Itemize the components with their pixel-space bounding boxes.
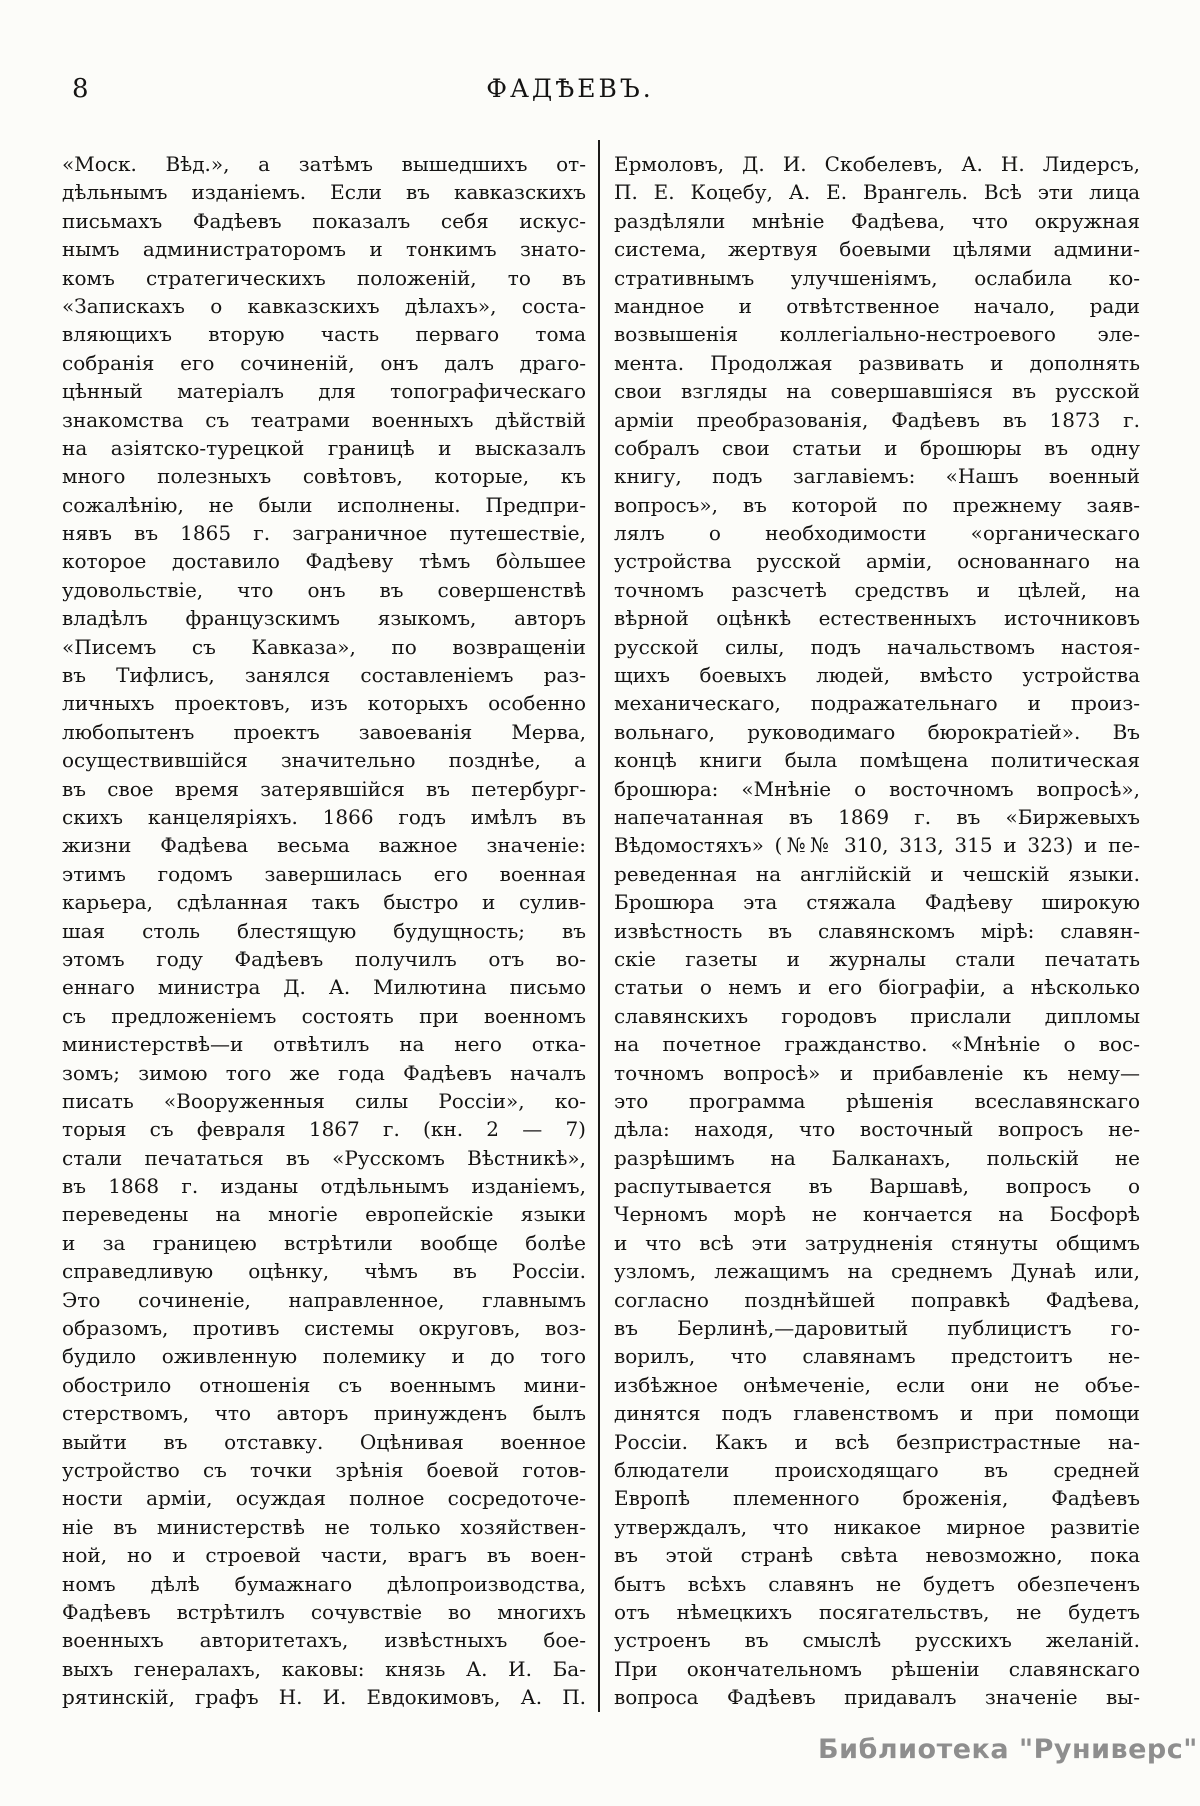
text-line: напечатанная въ 1869 г. въ «Биржевыхъ bbox=[614, 804, 1140, 829]
text-line: дѣльнымъ изданіемъ. Если въ кавказскихъ bbox=[62, 180, 586, 205]
text-line: номъ дѣлѣ бумажнаго дѣлопроизводства, bbox=[62, 1571, 586, 1596]
text-line: стративнымъ улучшеніямъ, ослабила ко- bbox=[614, 265, 1140, 290]
text-line: согласно позднѣйшей поправкѣ Фадѣева, bbox=[614, 1287, 1140, 1312]
text-line: сожалѣнію, не были исполнены. Предпри- bbox=[62, 492, 586, 517]
text-line: мандное и отвѣтственное начало, ради bbox=[614, 293, 1140, 318]
text-line: въ этой странѣ свѣта невозможно, пока bbox=[614, 1543, 1140, 1568]
text-line: ной, но и строевой части, врагъ въ воен- bbox=[62, 1543, 586, 1568]
text-line: скихъ канцеляріяхъ. 1866 годъ имѣлъ въ bbox=[62, 804, 586, 829]
text-line: механическаго, подражательнаго и произ- bbox=[614, 691, 1140, 716]
text-line: Брошюра эта стяжала Фадѣеву широкую bbox=[614, 890, 1140, 915]
text-line: разрѣшимъ на Балканахъ, польскій не bbox=[614, 1145, 1140, 1170]
text-line: выхъ генералахъ, каковы: князь А. И. Ба- bbox=[62, 1656, 586, 1681]
text-line: письмахъ Фадѣевъ показалъ себя искус- bbox=[62, 208, 586, 233]
text-line: лялъ о необходимости «органическаго bbox=[614, 521, 1140, 546]
text-line: славянскихъ городовъ прислали дипломы bbox=[614, 1003, 1140, 1028]
text-line: устройство съ точки зрѣнія боевой готов- bbox=[62, 1457, 586, 1482]
text-line: Ермоловъ, Д. И. Скобелевъ, А. Н. Лидерсъ, bbox=[614, 152, 1140, 176]
text-line: знакомства съ театрами военныхъ дѣйствій bbox=[62, 407, 586, 432]
text-line: ности арміи, осуждая полное сосредоточе- bbox=[62, 1486, 586, 1511]
text-line: въ Берлинѣ,—даровитый публицистъ го- bbox=[614, 1316, 1140, 1341]
text-line: Россіи. Какъ и всѣ безпристрастные на- bbox=[614, 1429, 1140, 1454]
text-line: арміи преобразованія, Фадѣевъ въ 1873 г. bbox=[614, 407, 1140, 432]
text-line: нявъ въ 1865 г. заграничное путешествіе, bbox=[62, 521, 586, 546]
text-line: избѣжное онѣмеченіе, если они не объе- bbox=[614, 1372, 1140, 1397]
text-line: концѣ книги была помѣщена политическая bbox=[614, 748, 1140, 773]
text-line: собралъ свои статьи и брошюры въ одну bbox=[614, 435, 1140, 460]
text-line: карьера, сдѣланная такъ быстро и сулив- bbox=[62, 890, 586, 915]
text-line: русской силы, подъ начальствомъ настоя- bbox=[614, 634, 1140, 659]
text-line: образомъ, противъ системы округовъ, воз- bbox=[62, 1316, 586, 1341]
text-line: которое доставило Фадѣеву тѣмъ бо̀льшее bbox=[62, 549, 586, 574]
text-line: «Запискахъ о кавказскихъ дѣлахъ», соста- bbox=[62, 293, 586, 318]
text-line: въ 1868 г. изданы отдѣльнымъ изданіемъ, bbox=[62, 1174, 586, 1199]
text-line: Вѣдомостяхъ» (№№ 310, 313, 315 и 323) и пе- bbox=[614, 833, 1140, 858]
text-line: этимъ годомъ завершилась его военная bbox=[62, 861, 586, 886]
text-line: устройства русской арміи, основаннаго на bbox=[614, 549, 1140, 574]
text-line: удовольствіе, что онъ въ совершенствѣ bbox=[62, 577, 586, 602]
text-line: военныхъ авторитетахъ, извѣстныхъ бое- bbox=[62, 1628, 586, 1653]
text-line: шая столь блестящую будущность; въ bbox=[62, 918, 586, 943]
text-line: Это сочиненіе, направленное, главнымъ bbox=[62, 1287, 586, 1312]
text-line: въ Тифлисъ, занялся составленіемъ раз- bbox=[62, 663, 586, 688]
text-line: реведенная на англійскій и чешскій языки. bbox=[614, 861, 1140, 886]
text-line: вляющихъ вторую часть перваго тома bbox=[62, 322, 586, 347]
text-line: возвышенія коллегіально-нестроевого эле- bbox=[614, 322, 1140, 347]
text-line: собранія его сочиненій, онъ далъ драго- bbox=[62, 350, 586, 375]
text-line: любопытенъ проектъ завоеванія Мерва, bbox=[62, 719, 586, 744]
text-line: точномъ вопросѣ» и прибавленіе къ нему— bbox=[614, 1060, 1140, 1085]
text-line: на азіятско-турецкой границѣ и высказалъ bbox=[62, 435, 586, 460]
text-line: стерствомъ, что авторъ принужденъ былъ bbox=[62, 1401, 586, 1426]
text-line: бытъ всѣхъ славянъ не будетъ обезпеченъ bbox=[614, 1571, 1140, 1596]
text-line: рятинскій, графъ Н. И. Евдокимовъ, А. П. bbox=[62, 1685, 586, 1710]
text-line: При окончательномъ рѣшеніи славянскаго bbox=[614, 1656, 1140, 1681]
text-line: система, жертвуя боевыми цѣлями админи- bbox=[614, 237, 1140, 262]
text-line: жизни Фадѣева весьма важное значеніе: bbox=[62, 833, 586, 858]
text-line: будило оживленную полемику и до того bbox=[62, 1344, 586, 1369]
text-line: нымъ администраторомъ и тонкимъ знато- bbox=[62, 237, 586, 262]
text-line: Черномъ морѣ не кончается на Босфорѣ bbox=[614, 1202, 1140, 1227]
text-line: цѣнный матеріалъ для топографическаго bbox=[62, 379, 586, 404]
text-line: П. Е. Коцебу, А. Е. Врангель. Всѣ эти лица bbox=[614, 180, 1140, 205]
text-line: вольнаго, руководимаго бюрократіей». Въ bbox=[614, 719, 1140, 744]
text-line: въ свое время затерявшійся въ петербург- bbox=[62, 776, 586, 801]
text-line: распутывается въ Варшавѣ, вопросъ о bbox=[614, 1174, 1140, 1199]
text-line: устроенъ въ смыслѣ русскихъ желаній. bbox=[614, 1628, 1140, 1653]
text-line: стали печататься въ «Русскомъ Вѣстникѣ», bbox=[62, 1145, 586, 1170]
text-line: комъ стратегическихъ положеній, то въ bbox=[62, 265, 586, 290]
text-line: осуществившійся значительно позднѣе, а bbox=[62, 748, 586, 773]
text-line: съ предложеніемъ состоять при военномъ bbox=[62, 1003, 586, 1028]
text-line: Фадѣевъ встрѣтилъ сочувствіе во многихъ bbox=[62, 1599, 586, 1624]
text-line: обострило отношенія съ военнымъ мини- bbox=[62, 1372, 586, 1397]
text-line: этомъ году Фадѣевъ получилъ отъ во- bbox=[62, 946, 586, 971]
text-line: еннаго министра Д. А. Милютина письмо bbox=[62, 975, 586, 1000]
text-line: торыя съ февраля 1867 г. (кн. 2 — 7) bbox=[62, 1117, 586, 1142]
text-line: и что всѣ эти затрудненія стянуты общимъ bbox=[614, 1230, 1140, 1255]
page-number: 8 bbox=[72, 74, 89, 104]
text-line: справедливую оцѣнку, чѣмъ въ Россіи. bbox=[62, 1259, 586, 1284]
watermark: Библиотека "Руниверс" bbox=[818, 1734, 1198, 1765]
text-line: брошюра: «Мнѣніе о восточномъ вопросѣ», bbox=[614, 776, 1140, 801]
text-line: вѣрной оцѣнкѣ естественныхъ источниковъ bbox=[614, 606, 1140, 631]
text-line: статьи о немъ и его біографіи, а нѣсколько bbox=[614, 975, 1140, 1000]
text-line: на почетное гражданство. «Мнѣніе о вос- bbox=[614, 1032, 1140, 1057]
text-line: извѣстность въ славянскомъ мірѣ: славян- bbox=[614, 918, 1140, 943]
text-line: «Моск. Вѣд.», а затѣмъ вышедшихъ от- bbox=[62, 152, 586, 176]
text-line: выйти въ отставку. Оцѣнивая военное bbox=[62, 1429, 586, 1454]
text-line: динятся подъ главенствомъ и при помощи bbox=[614, 1401, 1140, 1426]
text-line: переведены на многіе европейскіе языки bbox=[62, 1202, 586, 1227]
text-line: вопросъ», въ которой по прежнему заяв- bbox=[614, 492, 1140, 517]
text-line: ніе въ министерствѣ не только хозяйствен- bbox=[62, 1514, 586, 1539]
text-line: свои взгляды на совершавшіяся въ русской bbox=[614, 379, 1140, 404]
text-line: точномъ разсчетѣ средствъ и цѣлей, на bbox=[614, 577, 1140, 602]
column-divider bbox=[598, 140, 600, 1712]
text-line: щихъ боевыхъ людей, вмѣсто устройства bbox=[614, 663, 1140, 688]
text-line: блюдатели происходящаго въ средней bbox=[614, 1457, 1140, 1482]
text-line: узломъ, лежащимъ на среднемъ Дунаѣ или, bbox=[614, 1259, 1140, 1284]
text-line: много полезныхъ совѣтовъ, которые, къ bbox=[62, 464, 586, 489]
text-line: министерствѣ—и отвѣтилъ на него отка- bbox=[62, 1032, 586, 1057]
text-line: владѣлъ французскимъ языкомъ, авторъ bbox=[62, 606, 586, 631]
text-line: и за границею встрѣтили вообще болѣе bbox=[62, 1230, 586, 1255]
text-line: писать «Вооруженныя силы Россіи», ко- bbox=[62, 1088, 586, 1113]
text-line: утверждалъ, что никакое мирное развитіе bbox=[614, 1514, 1140, 1539]
running-header: ФАДѢЕВЪ. bbox=[486, 74, 654, 103]
right-column bbox=[614, 150, 1140, 1711]
text-line: отъ нѣмецкихъ посягательствъ, не будетъ bbox=[614, 1599, 1140, 1624]
text-line: ворилъ, что славянамъ предстоитъ не- bbox=[614, 1344, 1140, 1369]
text-line: Европѣ племенного броженія, Фадѣевъ bbox=[614, 1486, 1140, 1511]
text-line: мента. Продолжая развивать и дополнять bbox=[614, 350, 1140, 375]
text-line: книгу, подъ заглавіемъ: «Нашъ военный bbox=[614, 464, 1140, 489]
text-line: скіе газеты и журналы стали печатать bbox=[614, 946, 1140, 971]
text-line: дѣла: находя, что восточный вопросъ не- bbox=[614, 1117, 1140, 1142]
text-line: личныхъ проектовъ, изъ которыхъ особенно bbox=[62, 691, 586, 716]
text-line: зомъ; зимою того же года Фадѣевъ началъ bbox=[62, 1060, 586, 1085]
left-column bbox=[62, 150, 586, 1711]
text-line: это программа рѣшенія всеславянскаго bbox=[614, 1088, 1140, 1113]
text-line: раздѣляли мнѣніе Фадѣева, что окружная bbox=[614, 208, 1140, 233]
text-line: «Писемъ съ Кавказа», по возвращеніи bbox=[62, 634, 586, 659]
text-line: вопроса Фадѣевъ придавалъ значеніе вы- bbox=[614, 1685, 1140, 1710]
